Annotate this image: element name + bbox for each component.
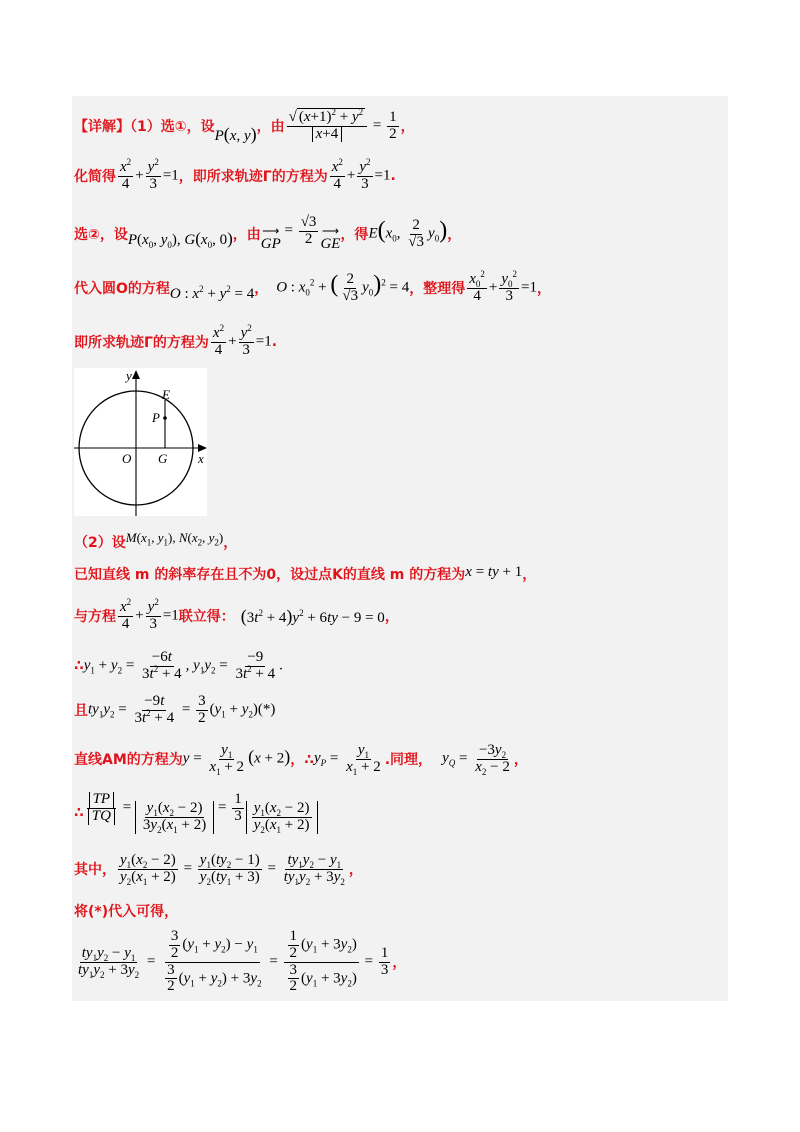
point-p	[163, 416, 167, 420]
where-formula: $\frac{y_1(x_2 - 2)}{y_2(x_1 + 2)}$ = $\frac{y_1(ty_2 - 1)}{y_2(ty_1 + 3)}$ = $\frac{ty_1y_2 - y_1}{ty_1y_2 + 3y_2}$	[120, 851, 345, 887]
vieta-formula: $y_1 + y_2$ = $\frac{-6t}{3t^2 + 4}$ , $y_1y_2$ = $\frac{-9}{3t^2 + 4}$ .	[83, 648, 283, 682]
part2-line8: 其中， $\frac{y_1(x_2 - 2)}{y_2(x_1 + 2)}$ = $\frac{y_1(ty_2 - 1)}{y_2(ty_1 + 3)}$ = $\frac{ty_1y_2 - y_1}{ty_1y_2 + 3y_2}$ ，	[74, 851, 363, 887]
part2-line6: 直线AM的方程为 y = $\frac{y_1}{x_1 + 2}$ (x + 2) ，∴ $y_P$ = $\frac{y_1}{x_1 + 2}$ .同理， $y_Q$ = $\frac{-3y_2}{x_2 - 2}$ ，	[74, 741, 528, 777]
points-mn: $M(x_1$, $y_1$), $N(x_2$, $y_2$)	[125, 530, 224, 548]
part2-line3: 与方程 $\frac{x^2}{4}$ + $\frac{y^2}{3}$ =1 联立得： $(3t^2 + 4)y^2 + 6ty - 9 = 0$ ，	[74, 596, 399, 632]
ellipse-equation: $\frac{x^2}{4}$ + $\frac{y^2}{3}$ =1	[120, 156, 179, 192]
option2-line1: 选②，设 $P(x_0$, $y_0$), $G(x_0$, 0) ，由 ⟶ GP = $\frac{√3}{2}$ ⟶ GE ，得 $E(x_0$, $\frac{2}{√3}$ $y_0$) ，	[74, 213, 462, 253]
circle-figure	[74, 368, 207, 516]
label-p: P	[152, 410, 160, 425]
vector-relation: ⟶ GP = $\frac{√3}{2}$ ⟶ GE	[260, 213, 341, 253]
points-pg: $P(x_0$, $y_0$), $G(x_0$, 0)	[127, 229, 233, 250]
yp-formula: $y_P$ = $\frac{y_1}{x_1 + 2}$	[313, 741, 381, 777]
ellipse-equation-result: $\frac{x^2}{4}$ + $\frac{y^2}{3}$ =1	[331, 156, 391, 192]
ellipse0-equation: $\frac{x_0^2}{4}$ + $\frac{y_0^2}{3}$ =1	[469, 268, 538, 304]
ellipse-equation-combine: $\frac{x^2}{4}$ + $\frac{y^2}{3}$ =1	[120, 596, 179, 632]
part2-line7: ∴ $\frac{TP}{TQ}$ = $\frac{y_1(x_2 - 2)}{3y_2(x_1 + 2)}$ = $\frac{1}{3}$ $\frac{y_1(x_2 - 2)}{y_2(x_1 + 2)}$	[74, 790, 318, 836]
part1-line1: 【详解】（1）选①，设 P(x, y) ，由 √ $(x+1)^2 + y^2$ x +4 = $\frac{1}{2}$ ，	[74, 106, 415, 144]
option2-line2: 代入圆O的方程 O : $x^2 + y^2 = 4$ ， O : $x_0^2$ + ( $\frac{2}{√3}$ $y_0)^2 = 4$ ，整理得 $\frac{x_0^2}{4}$ + $\frac{y_0^2}{3}$ =1 ，	[74, 268, 552, 304]
part2-line9: 将(*)代入可得，	[74, 904, 179, 920]
yq-formula: $y_Q$ = $\frac{-3y_2}{x_2 - 2}$	[442, 741, 510, 777]
label-o: O	[122, 451, 132, 466]
option2-line3: 即所求轨迹Γ的方程为 $\frac{x^2}{4}$ + $\frac{y^2}{3}$ =1 .	[74, 322, 278, 358]
part2-line5: 且 $ty_1y_2$ = $\frac{-9t}{3t^2 + 4}$ = $\frac{3}{2}$ $(y_1 + y_2)(*)$	[74, 692, 276, 726]
label-e: E	[162, 387, 170, 402]
tp-tq-ratio: $\frac{TP}{TQ}$ = $\frac{y_1(x_2 - 2)}{3y_2(x_1 + 2)}$ = $\frac{1}{3}$ $\frac{y_1(x_2 - 2)}{y_2(x_1 + 2)}$	[84, 792, 318, 833]
final-formula: $\frac{ty_1y_2 - y_1}{ty_1y_2 + 3y_2}$ = $\frac{3}{2}$ $(y_1 + y_2) - y_1$ $\frac{3}{2}$ $(y_1 + y_2) + 3y_2$ = $\frac{1}{2}$ $(y_1 + 3y_2)$ $\frac{3}{2}$ $(y_1 + 3y_2)$ = $\frac{1}{3}$	[78, 928, 389, 995]
p-point-formula: P(x, y)	[214, 124, 257, 144]
part2-line4: ∴ $y_1 + y_2$ = $\frac{-6t}{3t^2 + 4}$ , $y_1y_2$ = $\frac{-9}{3t^2 + 4}$ .	[74, 648, 283, 682]
part2-line2: 已知直线 m 的斜率存在且不为0，设过点K的直线 m 的方程为 x = ty + 1 ，	[74, 563, 537, 583]
circle-equation: O : $x^2 + y^2 = 4$	[169, 283, 255, 302]
part1-line2: 化简得 $\frac{x^2}{4}$ + $\frac{y^2}{3}$ =1 ，即所求轨迹Γ的方程为 $\frac{x^2}{4}$ + $\frac{y^2}{3}$ =1 .	[74, 156, 396, 192]
part1-label: 【详解】（1）选①，设	[74, 119, 215, 135]
e-point: $E(x_0$, $\frac{2}{√3}$ $y_0$)	[368, 216, 448, 250]
star-relation: $ty_1y_2$ = $\frac{-9t}{3t^2 + 4}$ = $\frac{3}{2}$ $(y_1 + y_2)(*)$	[88, 692, 276, 726]
distance-ratio-formula: √ $(x+1)^2 + y^2$ x +4 = $\frac{1}{2}$	[288, 106, 397, 142]
quadratic-equation: $(3t^2 + 4)y^2 + 6ty - 9 = 0$	[240, 605, 385, 626]
label-g: G	[158, 451, 168, 466]
line-equation: x = ty + 1	[465, 563, 523, 580]
ellipse-equation-result2: $\frac{x^2}{4}$ + $\frac{y^2}{3}$ =1	[212, 322, 272, 358]
line-am-equation: y = $\frac{y_1}{x_1 + 2}$ (x + 2)	[182, 741, 291, 777]
circle-substituted: O : $x_0^2$ + ( $\frac{2}{√3}$ $y_0)^2 = 4$	[276, 270, 410, 304]
part2-line1: （2）设 $M(x_1$, $y_1$), $N(x_2$, $y_2$) ，	[74, 530, 238, 551]
part2-line10: $\frac{ty_1y_2 - y_1}{ty_1y_2 + 3y_2}$ = $\frac{3}{2}$ $(y_1 + y_2) - y_1$ $\frac{3}{2}$ $(y_1 + y_2) + 3y_2$ = $\frac{1}{2}$ $(y_1 + 3y_2)$ $\frac{3}{2}$ $(y_1 + 3y_2)$ = $\frac{1}{3}$ ，	[74, 928, 406, 996]
label-y: y	[126, 368, 132, 383]
label-x: x	[198, 451, 204, 466]
